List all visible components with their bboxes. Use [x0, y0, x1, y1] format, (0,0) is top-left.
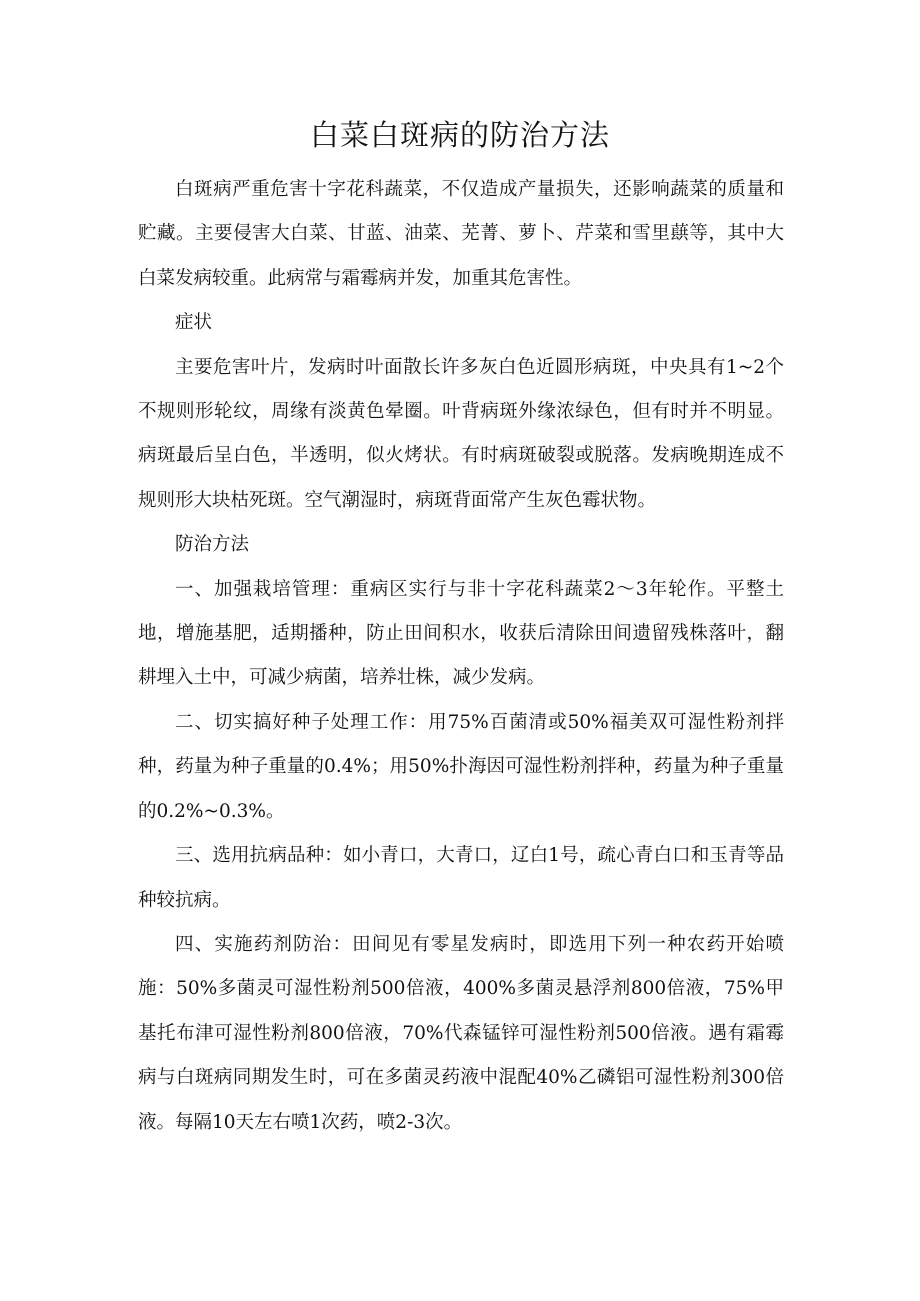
control-heading: 防治方法 [175, 534, 250, 556]
document-body [138, 168, 784, 1145]
symptoms-heading: 症状 [175, 312, 213, 334]
intro-paragraph: 白斑病严重危害十字花科蔬菜，不仅造成产量损失，还影响蔬菜的质量和贮藏。主要侵害大白菜、甘蓝、油菜、芜菁、萝卜、芹菜和雪里蕻等，其中大白菜发病较重。此病常与霜霉病并发，加重其危害性。 [138, 179, 784, 289]
control-item-3: 三、选用抗病品种：如小青口，大青口，辽白1号，疏心青白口和玉青等品种较抗病。 [138, 845, 784, 911]
symptoms-paragraph: 主要危害叶片，发病时叶面散长许多灰白色近圆形病斑，中央具有1~2个不规则形轮纹，周缘有淡黄色晕圈。叶背病斑外缘浓绿色，但有时并不明显。病斑最后呈白色，半透明，似火烤状。有时病斑破裂或脱落。发病晚期连成不规则形大块枯死斑。空气潮湿时，病斑背面常产生灰色霉状物。 [138, 356, 784, 511]
control-item-1: 一、加强栽培管理：重病区实行与非十字花科蔬菜2～3年轮作。平整土地，增施基肥，适期播种，防止田间积水，收获后清除田间遗留残株落叶，翻耕埋入土中，可减少病菌，培养壮株，减少发病。 [138, 578, 784, 689]
control-item-2: 二、切实搞好种子处理工作：用75%百菌清或50%福美双可湿性粉剂拌种，药量为种子重量的0.4%；用50%扑海因可湿性粉剂拌种，药量为种子重量的0.2%~0.3%。 [138, 711, 784, 822]
control-item-4: 四、实施药剂防治：田间见有零星发病时，即选用下列一种农药开始喷施：50%多菌灵可湿性粉剂500倍液，400%多菌灵悬浮剂800倍液，75%甲基托布津可湿性粉剂800倍液，70%代森锰锌可湿性粉剂500倍液。遇有霜霉病与白斑病同期发生时，可在多菌灵药液中混配40%乙磷铝可湿性粉剂300倍液。每隔10天左右喷1次药，喷2-3次。 [138, 933, 784, 1133]
document-title: 白菜白斑病的防治方法 [309, 118, 610, 152]
